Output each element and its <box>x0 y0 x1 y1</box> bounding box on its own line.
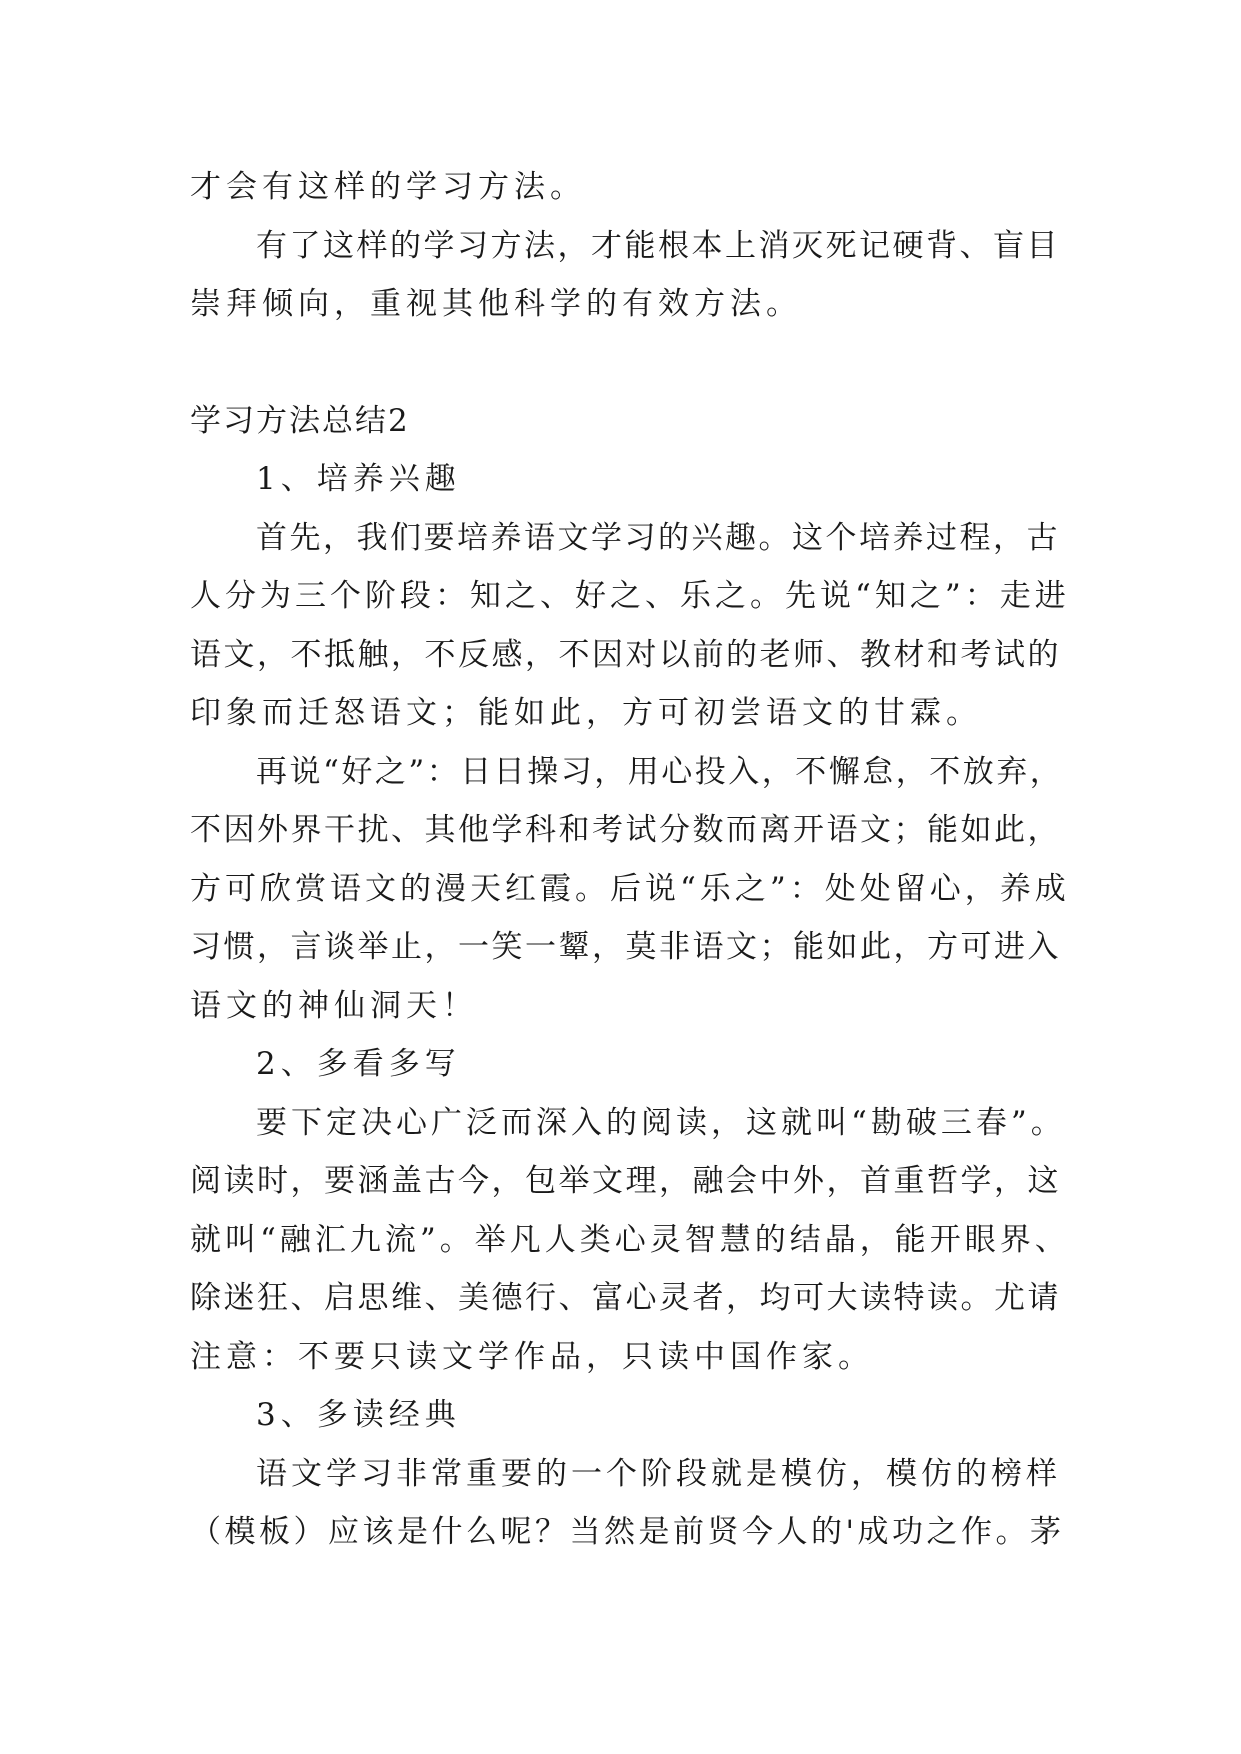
subsection-heading: 2、多看多写 <box>256 1046 461 1082</box>
text-line: 不因外界干扰、其他学科和考试分数而离开语文；能如此， <box>190 812 1061 848</box>
paragraph-gap <box>190 334 1070 392</box>
text-line: 方可欣赏语文的漫天红霞。后说“乐之”：处处留心，养成 <box>190 870 1070 907</box>
subsection-heading: 1、培养兴趣 <box>256 461 461 497</box>
text-line: 语文的神仙洞天！ <box>190 987 478 1024</box>
text-line: 就叫“融汇九流”。举凡人类心灵智慧的结晶，能开眼界、 <box>190 1221 1070 1258</box>
text-line: 首先，我们要培养语文学习的兴趣。这个培养过程，古 <box>256 519 1060 556</box>
section-title: 学习方法总结2 <box>190 402 410 439</box>
document-body <box>190 158 1070 1562</box>
text-line: 注意：不要只读文学作品，只读中国作家。 <box>190 1338 874 1375</box>
text-line: 崇拜倾向，重视其他科学的有效方法。 <box>190 286 802 322</box>
text-line: （模板）应该是什么呢？当然是前贤今人的'成功之作。茅 <box>190 1514 1065 1550</box>
text-line: 人分为三个阶段：知之、好之、乐之。先说“知之”：走进 <box>190 578 1070 614</box>
text-line: 语文，不抵触，不反感，不因对以前的老师、教材和考试的 <box>190 636 1061 673</box>
subsection-heading: 3、多读经典 <box>256 1397 461 1433</box>
text-line: 语文学习非常重要的一个阶段就是模仿，模仿的榜样 <box>256 1455 1061 1492</box>
text-line: 印象而迁怒语文；能如此，方可初尝语文的甘霖。 <box>190 695 982 731</box>
text-line: 要下定决心广泛而深入的阅读，这就叫“勘破三春”。 <box>256 1104 1066 1141</box>
text-line: 再说“好之”：日日操习，用心投入，不懈怠，不放弃， <box>256 753 1064 790</box>
text-line: 才会有这样的学习方法。 <box>190 169 586 205</box>
text-line: 有了这样的学习方法，才能根本上消灭死记硬背、盲目 <box>256 227 1060 264</box>
text-line: 阅读时，要涵盖古今，包举文理，融会中外，首重哲学，这 <box>190 1163 1061 1199</box>
text-line: 除迷狂、启思维、美德行、富心灵者，均可大读特读。尤请 <box>190 1280 1061 1316</box>
text-line: 习惯，言谈举止，一笑一颦，莫非语文；能如此，方可进入 <box>190 929 1061 965</box>
